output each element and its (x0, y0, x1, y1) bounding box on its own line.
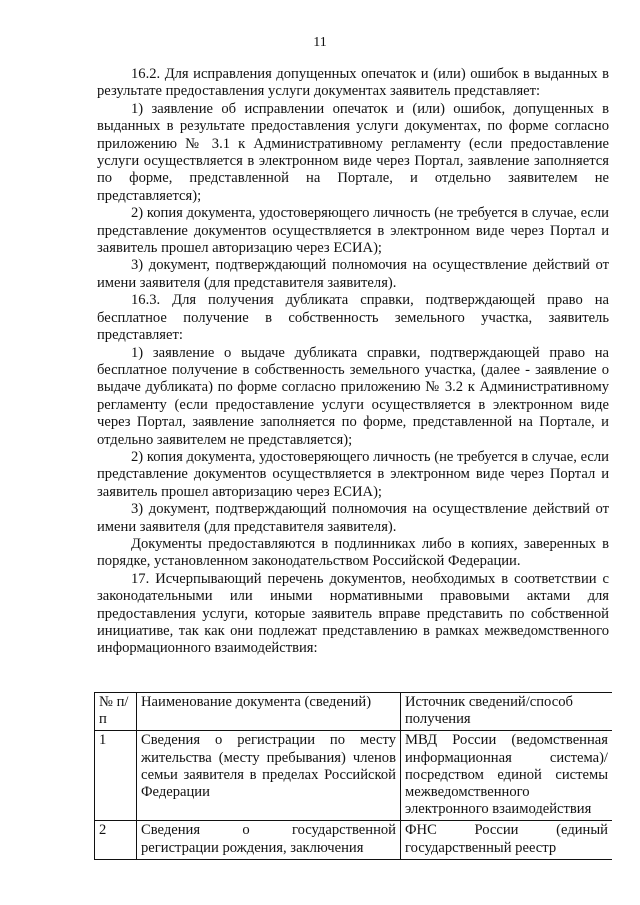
paragraph-16-2: 16.2. Для исправления допущенных опечаток и (или) ошибок в выданных в результате предоставления услуги документах заявитель представляет: (97, 66, 609, 100)
document-body (97, 66, 609, 658)
documents-table (94, 692, 612, 860)
row-number: 1 (95, 731, 137, 821)
paragraph-documents-note: Документы предоставляются в подлинниках либо в копиях, заверенных в порядке, установленном законодательством Российской Федерации. (97, 535, 609, 570)
paragraph-16-3: 16.3. Для получения дубликата справки, подтверждающей право на бесплатное получение в собственность земельного участка, заявитель представляет: (97, 292, 609, 344)
paragraph-16-2-item-3: 3) документ, подтверждающий полномочия на осуществление действий от имени заявителя (для представителя заявителя). (97, 257, 609, 291)
table-row (95, 821, 613, 859)
documents-table-wrapper (94, 692, 612, 905)
row-document-name: Сведения о государственной регистрации рождения, заключения (137, 821, 401, 859)
header-source: Источник сведений/способ получения (401, 693, 613, 731)
paragraph-16-2-item-2: 2) копия документа, удостоверяющего личность (не требуется в случае, если представление документов осуществляется в электронном виде через Портал и заявитель прошел авторизацию через ЕСИА); (97, 205, 609, 257)
table-row (95, 731, 613, 821)
row-number: 2 (95, 821, 137, 859)
row-source: ФНС России (единый государственный реестр (401, 821, 613, 859)
page-number: 11 (313, 35, 327, 50)
table-header-row (95, 693, 613, 731)
header-number: № п/п (95, 693, 137, 731)
row-source: МВД России (ведомственная информационная система)/посредством единой системы межведомственного электронного взаимодействия (401, 731, 613, 821)
row-document-name: Сведения о регистрации по месту жительства (месту пребывания) членов семьи заявителя в пределах Российской Федерации (137, 731, 401, 821)
paragraph-16-3-item-3: 3) документ, подтверждающий полномочия на осуществление действий от имени заявителя (для представителя заявителя). (97, 501, 609, 535)
paragraph-16-3-item-2: 2) копия документа, удостоверяющего личность (не требуется в случае, если представление документов осуществляется в электронном виде через Портал и заявитель прошел авторизацию через ЕСИА); (97, 448, 609, 500)
paragraph-17: 17. Исчерпывающий перечень документов, необходимых в соответствии с законодательными или иными нормативными правовыми актами для предоставления услуги, которые заявитель вправе представить по собственной инициативе, так как они подлежат представлению в рамках межведомственного информационного взаимодействия: (97, 570, 609, 657)
paragraph-16-3-item-1: 1) заявление о выдаче дубликата справки, подтверждающей право на бесплатное получение в собственность земельного участка, (далее - заявление о выдаче дубликата) по форме согласно приложению № 3.2 к Административному регламенту (если предоставление услуги осуществляется в электронном виде через Портал, заявление заполняется по форме, представленной на Портале, и отдельно заявителем не представляется); (97, 344, 609, 448)
paragraph-16-2-item-1: 1) заявление об исправлении опечаток и (или) ошибок, допущенных в выданных в результате предоставления услуги документах, по форме согласно приложению № 3.1 к Административному регламенту (если предоставление услуги осуществляется в электронном виде через Портал, заявление заполняется по форме, представленной на Портале, и отдельно заявителем не представляется); (97, 100, 609, 204)
header-document-name: Наименование документа (сведений) (137, 693, 401, 731)
